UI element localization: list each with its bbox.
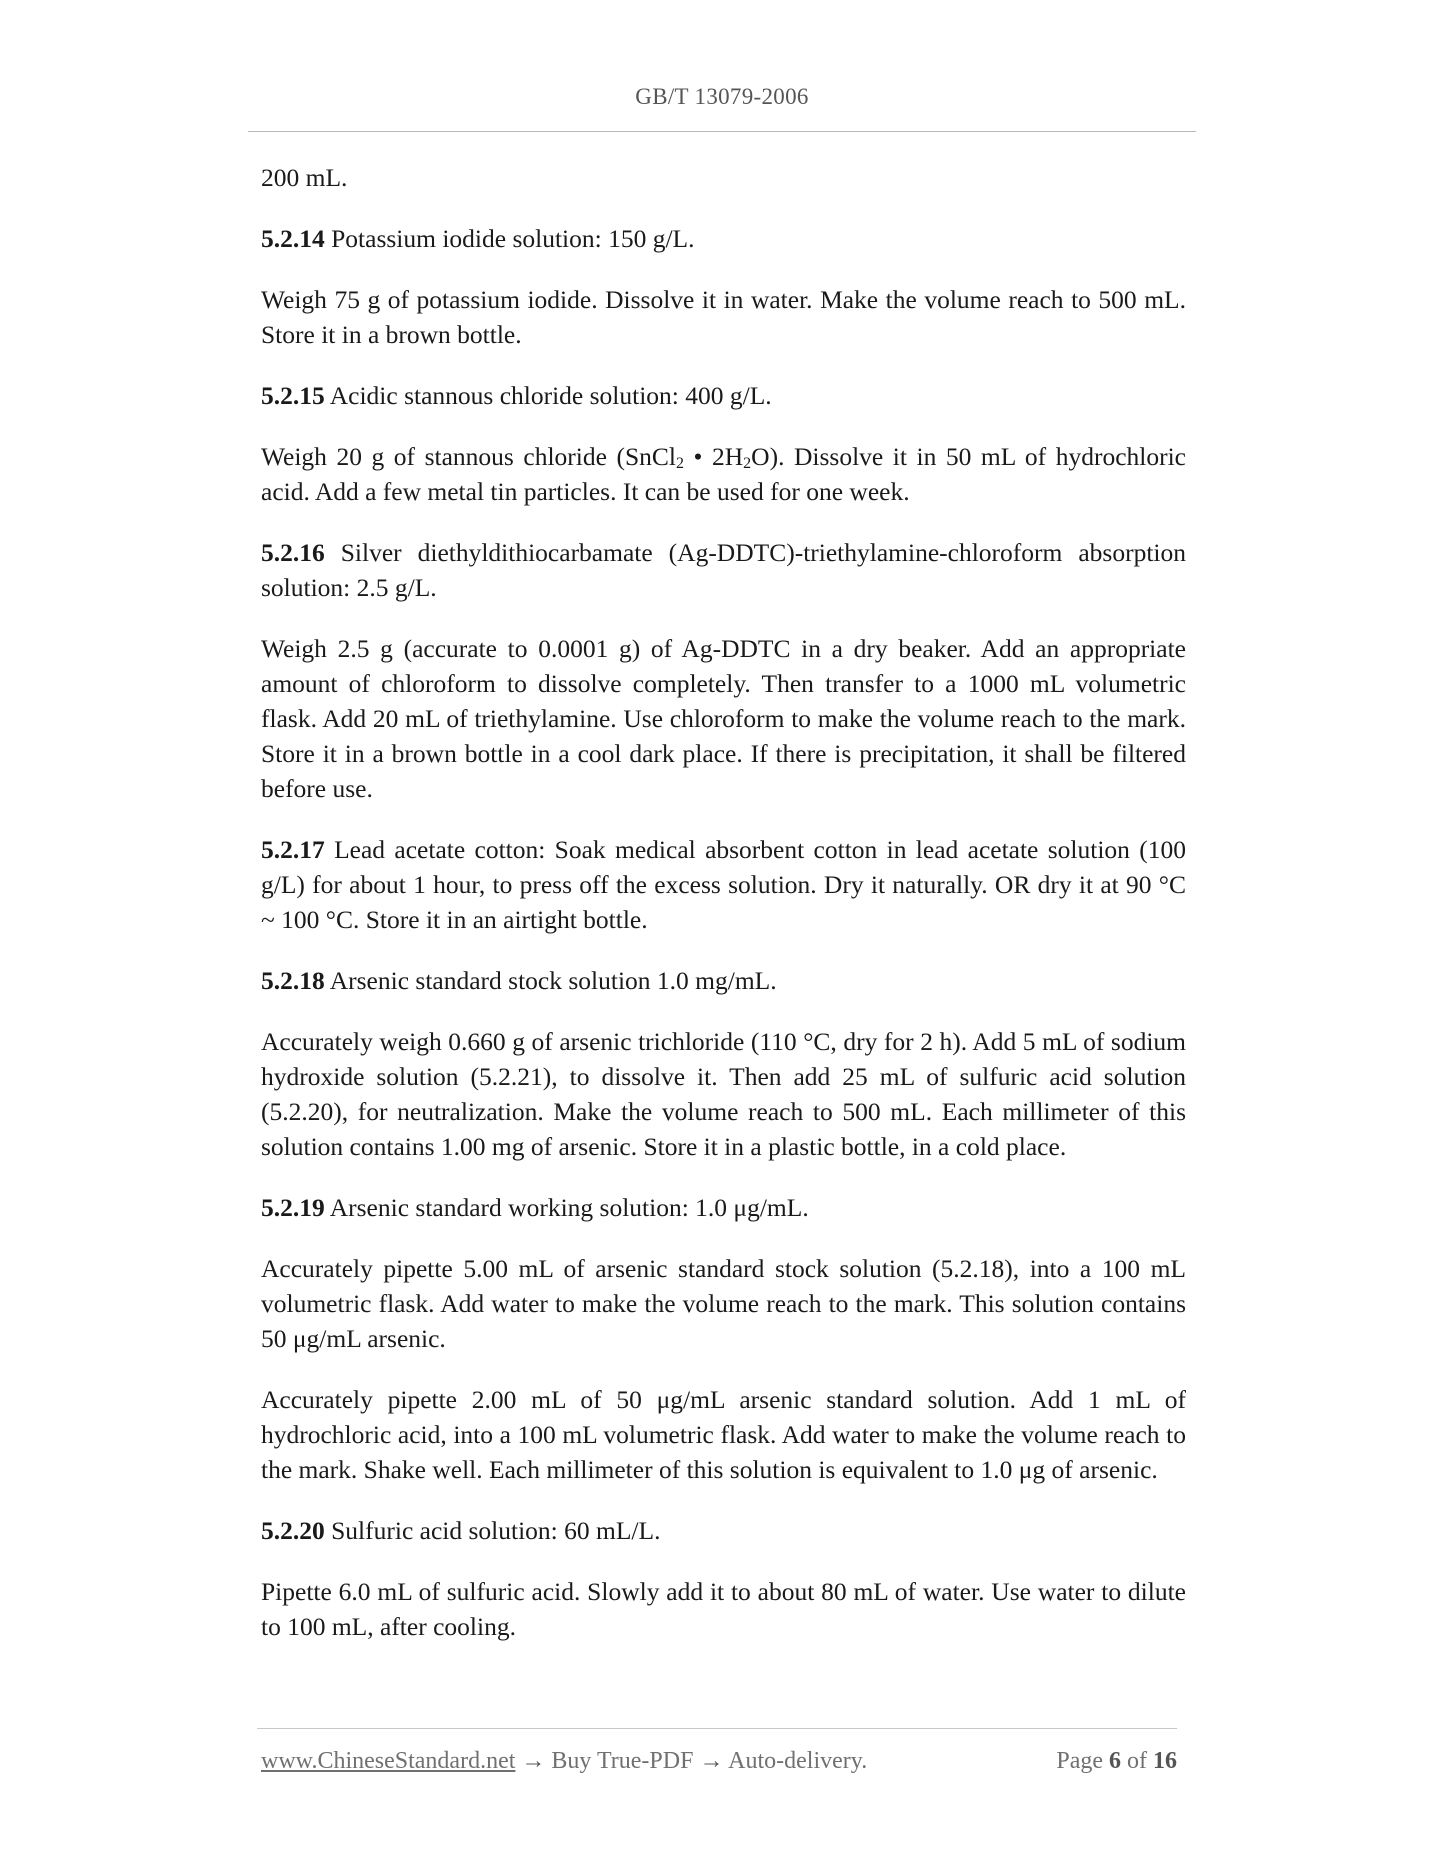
paragraph: Weigh 75 g of potassium iodide. Dissolve it in water. Make the volume reach to 500 mL. Store it in a brown bottle. — [261, 285, 1186, 349]
paragraph: Accurately pipette 5.00 mL of arsenic standard stock solution (5.2.18), into a 100 mL volumetric flask. Add water to make the volume reach to the mark. This solution contains 50 μg/mL arsenic. — [261, 1254, 1186, 1353]
current-page: 6 — [1109, 1748, 1121, 1774]
clause-5-2-16 — [261, 535, 1186, 605]
clause-number: 5.2.17 — [261, 835, 325, 864]
page-footer — [261, 1748, 1181, 1775]
arrow-right-icon: → — [699, 1748, 724, 1774]
text-run: • 2H — [683, 442, 744, 471]
footer-buy-text: Buy True-PDF — [545, 1748, 700, 1774]
clause-number: 5.2.19 — [261, 1193, 325, 1222]
clause-5-2-20 — [261, 1513, 1186, 1548]
paragraph: Accurately weigh 0.660 g of arsenic trichloride (110 °C, dry for 2 h). Add 5 mL of sodium hydroxide solution (5.2.21), to dissolve it. Then add 25 mL of sulfuric acid solution (5.2.20), for neutralization. Make the volume reach to 500 mL. Each millimeter of this solution contains 1.00 mg of arsenic. Store it in a plastic bottle, in a cold place. — [261, 1027, 1186, 1161]
paragraph: Accurately pipette 2.00 mL of 50 μg/mL arsenic standard solution. Add 1 mL of hydrochloric acid, into a 100 mL volumetric flask. Add water to make the volume reach to the mark. Shake well. Each millimeter of this solution is equivalent to 1.0 μg of arsenic. — [261, 1385, 1186, 1484]
text-run: O). Dissolve it in 50 mL of hydrochloric acid. Add a few metal tin particles. It can be used for one week. — [261, 442, 1186, 506]
clause-number: 5.2.18 — [261, 966, 325, 995]
clause-5-2-18 — [261, 963, 1186, 998]
subscript: 2 — [743, 455, 752, 472]
subscript: 2 — [675, 455, 684, 472]
clause-5-2-15 — [261, 378, 1186, 413]
clause-title: Arsenic standard working solution: 1.0 μg/mL. — [324, 1193, 809, 1222]
arrow-right-icon: → — [521, 1748, 546, 1774]
paragraph: Weigh 2.5 g (accurate to 0.0001 g) of Ag-DDTC in a dry beaker. Add an appropriate amount of chloroform to dissolve completely. Then transfer to a 1000 mL volumetric flask. Add 20 mL of triethylamine. Use chloroform to make the volume reach to the mark. Store it in a brown bottle in a cool dark place. If there is precipitation, it shall be filtered before use. — [261, 634, 1186, 803]
clause-5-2-14 — [261, 221, 1186, 256]
paragraph-continuation: 200 mL. — [261, 163, 348, 192]
website-link[interactable]: www.ChineseStandard.net — [261, 1748, 516, 1774]
clause-title: Lead acetate cotton: Soak medical absorbent cotton in lead acetate solution (100 g/L) for about 1 hour, to press off the excess solution. Dry it naturally. OR dry it at 90 °C ~ 100 °C. Store it in an airtight bottle. — [261, 835, 1186, 934]
document-body — [261, 160, 1186, 1670]
paragraph: Pipette 6.0 mL of sulfuric acid. Slowly add it to about 80 mL of water. Use water to dilute to 100 mL, after cooling. — [261, 1577, 1186, 1641]
clause-number: 5.2.14 — [261, 224, 325, 253]
page-label: Page — [1056, 1748, 1103, 1774]
header-divider — [248, 131, 1196, 132]
clause-number: 5.2.16 — [261, 538, 325, 567]
clause-number: 5.2.20 — [261, 1516, 325, 1545]
page-header: GB/T 13079-2006 — [635, 84, 809, 109]
text-run: Weigh 20 g of stannous chloride (SnCl — [261, 442, 676, 471]
clause-title: Potassium iodide solution: 150 g/L. — [324, 224, 695, 253]
clause-number: 5.2.15 — [261, 381, 325, 410]
clause-title: Silver diethyldithiocarbamate (Ag-DDTC)-triethylamine-chloroform absorption solution: 2.5 g/L. — [261, 538, 1186, 602]
total-pages: 16 — [1153, 1748, 1177, 1774]
clause-title: Acidic stannous chloride solution: 400 g/L. — [324, 381, 772, 410]
paragraph — [261, 439, 1186, 509]
footer-delivery-text: Auto-delivery. — [723, 1748, 868, 1774]
clause-title: Sulfuric acid solution: 60 mL/L. — [324, 1516, 661, 1545]
footer-divider — [257, 1728, 1177, 1729]
page-number — [1056, 1748, 1177, 1775]
clause-5-2-19 — [261, 1190, 1186, 1225]
clause-5-2-17 — [261, 832, 1186, 937]
clause-title: Arsenic standard stock solution 1.0 mg/mL. — [324, 966, 777, 995]
of-label: of — [1127, 1748, 1147, 1774]
